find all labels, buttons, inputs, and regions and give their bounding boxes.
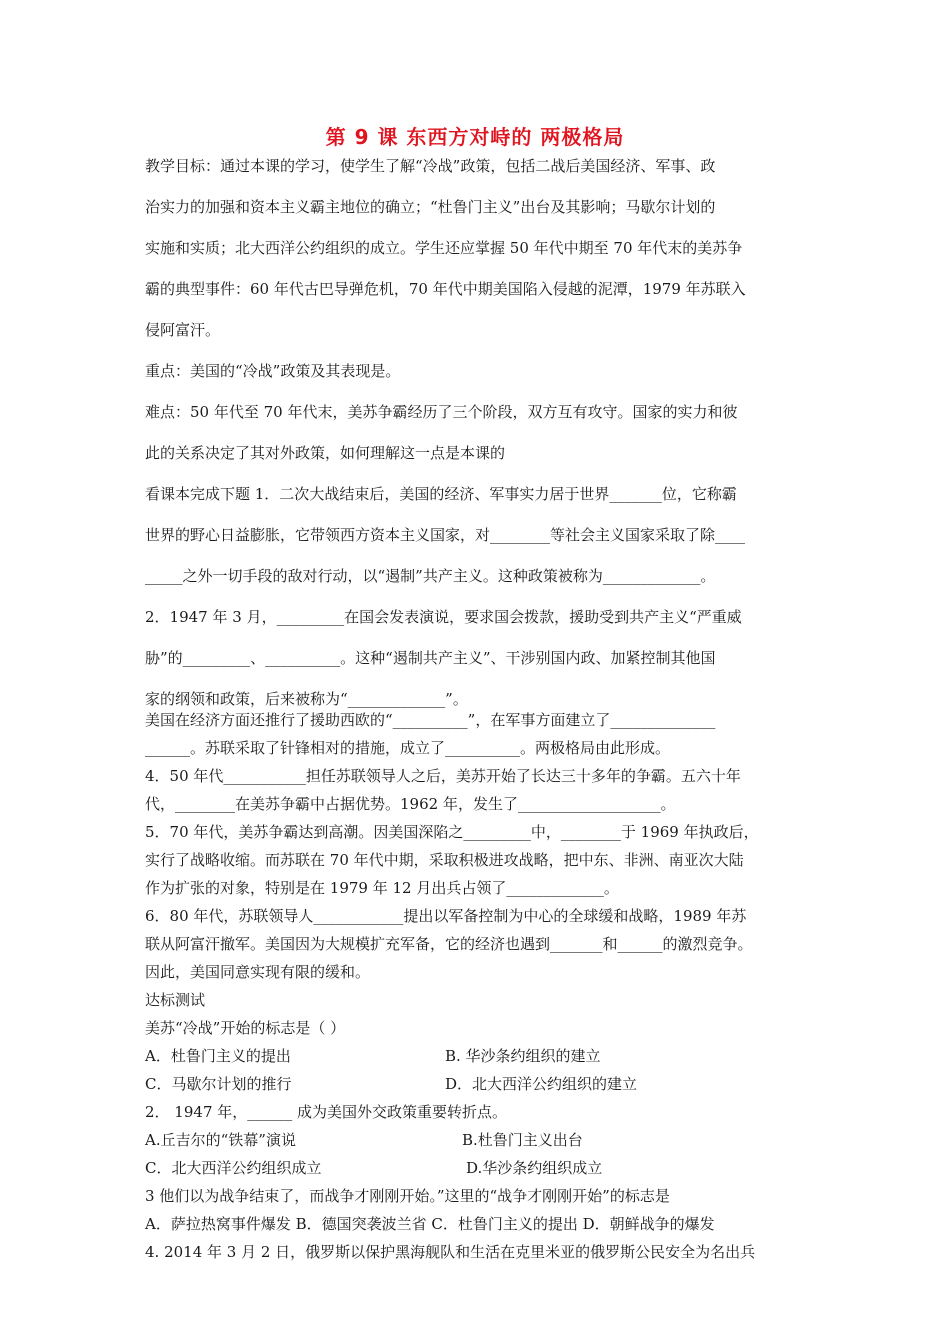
text-line: 教学目标：通过本课的学习，使学生了解“冷战”政策，包括二战后美国经济、军事、政 — [145, 157, 716, 175]
exercise-line: 6．80 年代，苏联领导人____________提出以军备控制为中心的全球缓和战略，1989 年苏 — [145, 907, 747, 925]
exercise-line: 作为扩张的对象，特别是在 1979 年 12 月出兵占领了_____________。 — [145, 879, 619, 897]
q1-option-b: B. 华沙条约组织的建立 — [445, 1047, 601, 1065]
exercise-line: 胁”的_________、__________。这种“遏制共产主义”、干涉别国内政、加紧控制其他国 — [145, 649, 716, 667]
question-2-stem: 2． 1947 年，______ 成为美国外交政策重要转折点。 — [145, 1103, 508, 1121]
test-heading: 达标测试 — [145, 991, 206, 1009]
text-line: 治实力的加强和资本主义霸主地位的确立；“杜鲁门主义”出台及其影响；马歇尔计划的 — [145, 198, 716, 216]
q3-options: A．萨拉热窝事件爆发 B．德国突袭波兰省 C．杜鲁门主义的提出 D．朝鲜战争的爆发 — [145, 1215, 715, 1233]
exercise-line: 联从阿富汗撤军。美国因为大规模扩充军备，它的经济也遇到_______和______的激烈竞争。 — [145, 935, 753, 953]
exercise-line: _____之外一切手段的敌对行动，以“遏制”共产主义。这种政策被称为_____________。 — [145, 567, 716, 585]
exercise-line: 2．1947 年 3 月，_________在国会发表演说，要求国会拨款，援助受到共产主义“严重威 — [145, 608, 742, 626]
exercise-line: 代，________在美苏争霸中占据优势。1962 年，发生了___________________。 — [145, 795, 676, 813]
exercise-line: 因此，美国同意实现有限的缓和。 — [145, 963, 371, 981]
question-3-stem: 3 他们以为战争结束了，而战争才刚刚开始。”这里的“战争才刚刚开始”的标志是 — [145, 1187, 670, 1205]
q1-option-c: C．马歇尔计划的推行 — [145, 1075, 292, 1093]
question-1-stem: 美苏“冷战”开始的标志是（ ） — [145, 1019, 346, 1037]
q2-option-a: A.丘吉尔的“铁幕”演说 — [145, 1131, 296, 1149]
question-4-stem: 4. 2014 年 3 月 2 日，俄罗斯以保护黑海舰队和生活在克里米亚的俄罗斯公民安全为名出兵 — [145, 1243, 756, 1261]
q1-option-a: A．杜鲁门主义的提出 — [145, 1047, 291, 1065]
key-point: 重点：美国的“冷战”政策及其表现是。 — [145, 362, 401, 380]
lesson-title: 第 9 课 东西方对峙的 两极格局 — [325, 125, 625, 149]
exercise-line: 世界的野心日益膨胀，它带领西方资本主义国家，对________等社会主义国家采取了除____ — [145, 526, 746, 544]
q2-option-b: B.杜鲁门主义出台 — [462, 1131, 583, 1149]
objectives-section — [145, 146, 815, 720]
exercise-line: 看课本完成下题 1．二次大战结束后，美国的经济、军事实力居于世界_______位，它称霸 — [145, 485, 737, 503]
exercise-line: ______。苏联采取了针锋相对的措施，成立了__________。两极格局由此形成。 — [145, 739, 671, 757]
exercise-line: 实行了战略收缩。而苏联在 70 年代中期，采取积极进攻战略，把中东、非洲、南亚次大陆 — [145, 851, 744, 869]
text-line: 霸的典型事件：60 年代古巴导弹危机，70 年代中期美国陷入侵越的泥潭，1979 年苏联入 — [145, 280, 746, 298]
q2-option-c: C．北大西洋公约组织成立 — [145, 1159, 322, 1177]
exercise-line: 家的纲领和政策，后来被称为“_____________”。 — [145, 690, 468, 708]
text-line: 实施和实质；北大西洋公约组织的成立。学生还应掌握 50 年代中期至 70 年代末的美苏争 — [145, 239, 743, 257]
exercise-line: 4．50 年代___________担任苏联领导人之后，美苏开始了长达三十多年的争霸。五六十年 — [145, 767, 741, 785]
exercise-line: 美国在经济方面还推行了援助西欧的“__________”，在军事方面建立了______________ — [145, 711, 716, 729]
exercise-section — [145, 706, 815, 1042]
q2-option-d: D.华沙条约组织成立 — [466, 1159, 603, 1177]
text-line: 此的关系决定了其对外政策，如何理解这一点是本课的 — [145, 444, 506, 462]
text-line: 侵阿富汗。 — [145, 321, 221, 339]
q1-option-d: D．北大西洋公约组织的建立 — [445, 1075, 638, 1093]
difficult-point: 难点：50 年代至 70 年代末，美苏争霸经历了三个阶段，双方互有攻守。国家的实力和彼 — [145, 403, 738, 421]
exercise-line: 5．70 年代，美苏争霸达到高潮。因美国深陷之_________中，________于 1969 年执政后， — [145, 823, 759, 841]
